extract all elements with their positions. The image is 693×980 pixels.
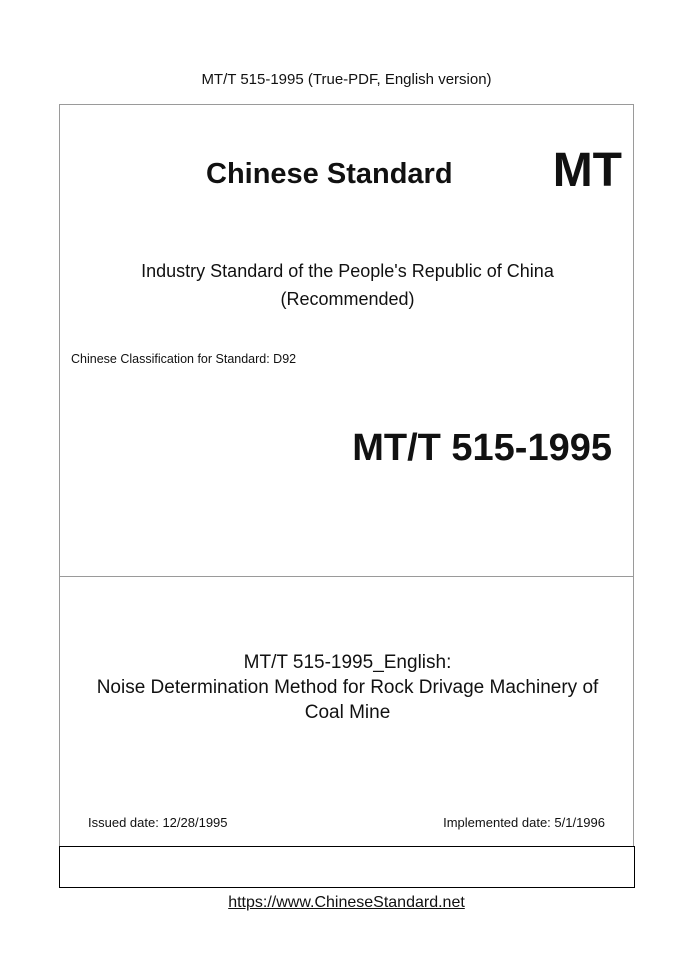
standard-number: MT/T 515-1995	[352, 427, 612, 469]
classification-text: Chinese Classification for Standard: D92	[71, 352, 297, 366]
issued-date: Issued date: 12/28/1995	[88, 815, 228, 830]
page-header-title: MT/T 515-1995 (True-PDF, English version)	[201, 71, 492, 88]
cover-frame	[59, 104, 634, 847]
document-title-line-2: Noise Determination Method for Rock Drivage Machinery of	[96, 677, 599, 698]
cover-top-section	[60, 105, 633, 577]
chinese-standard-heading: Chinese Standard	[206, 158, 453, 190]
website-link[interactable]: https://www.ChineseStandard.net	[228, 894, 465, 911]
footer-box	[59, 846, 635, 888]
industry-standard-line: Industry Standard of the People's Republic of China	[141, 261, 554, 281]
mt-logo: MT	[552, 144, 622, 197]
recommended-line: (Recommended)	[280, 289, 415, 309]
document-title-line-1: MT/T 515-1995_English:	[243, 652, 452, 673]
cover-bottom-section	[60, 577, 633, 847]
implemented-date: Implemented date: 5/1/1996	[443, 815, 605, 830]
document-title-line-3: Coal Mine	[304, 702, 391, 723]
document-title	[60, 650, 635, 725]
